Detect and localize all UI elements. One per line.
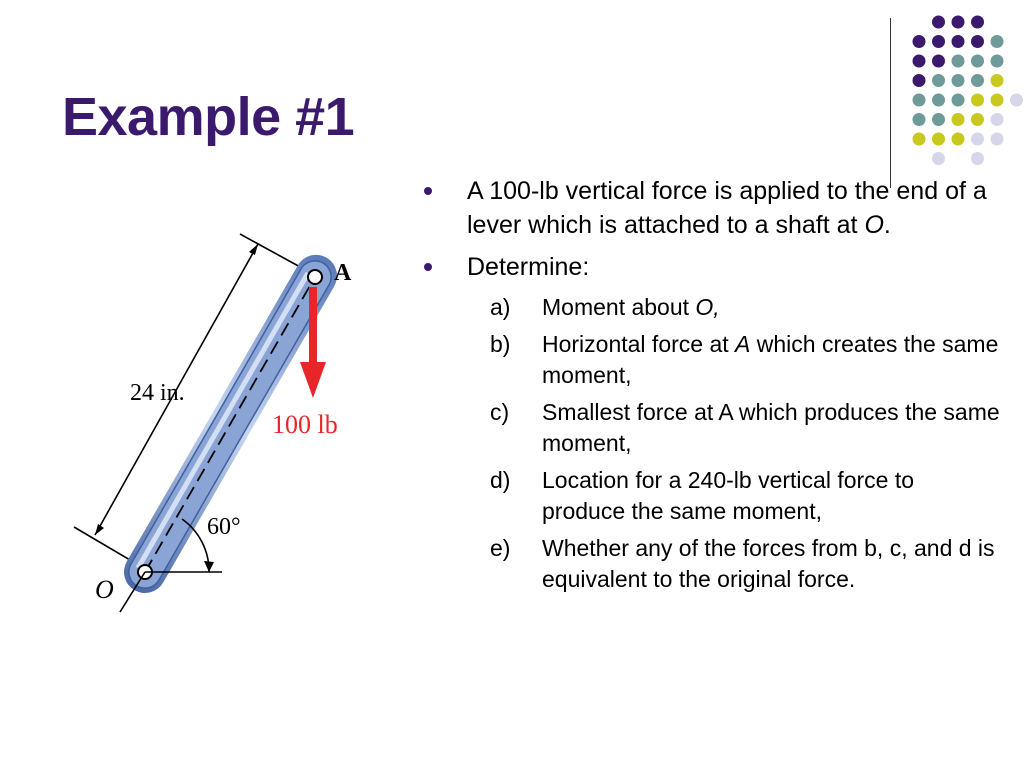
decorative-dot xyxy=(971,74,984,87)
slide-content xyxy=(420,174,1000,601)
force-arrowhead xyxy=(300,362,326,398)
bullet-text: A 100-lb vertical force is applied to the end of a lever which is attached to a shaft at xyxy=(467,177,987,239)
subitem-text: Whether any of the forces from b, c, and d is equivalent to the original force. xyxy=(542,535,995,592)
decorative-dot xyxy=(971,16,984,29)
decorative-dot xyxy=(971,152,984,165)
force-arrow-shaft xyxy=(309,287,317,365)
bullet-italic: O xyxy=(864,211,884,239)
decorative-dot xyxy=(971,94,984,107)
subitem-a xyxy=(420,292,1000,323)
decorative-dot xyxy=(1010,94,1023,107)
decorative-dot xyxy=(952,35,965,48)
subitem-d xyxy=(420,465,1000,527)
dimension-arrowhead-bottom xyxy=(95,524,104,535)
decorative-dot xyxy=(991,35,1004,48)
decorative-dot xyxy=(991,113,1004,126)
decorative-dot xyxy=(913,113,926,126)
decorative-dot xyxy=(932,16,945,29)
decorative-dot xyxy=(913,133,926,146)
subitem-label: e) xyxy=(490,535,511,561)
subitem-label: d) xyxy=(490,467,511,493)
subitem-b xyxy=(420,329,1000,391)
subitem-c xyxy=(420,397,1000,459)
bullet-problem-statement xyxy=(420,174,1000,242)
decorative-dot xyxy=(991,133,1004,146)
decorative-dot xyxy=(932,35,945,48)
bullet-dot xyxy=(424,187,432,195)
subitem-text: Location for a 240-lb vertical force to produce the same moment, xyxy=(542,467,915,524)
label-length: 24 in. xyxy=(130,380,185,406)
slide-title: Example #1 xyxy=(62,87,355,147)
decorative-dot xyxy=(991,55,1004,68)
dimension-extension-top xyxy=(240,234,302,268)
decorative-dot xyxy=(932,74,945,87)
subitem-e xyxy=(420,533,1000,595)
label-angle: 60° xyxy=(207,514,241,540)
decorative-dot xyxy=(952,55,965,68)
bullet-determine xyxy=(420,250,1000,284)
subitem-text: Moment about xyxy=(542,294,696,320)
decorative-dot xyxy=(913,74,926,87)
subitem-post: which creates the same moment, xyxy=(542,331,999,388)
decorative-dot xyxy=(932,113,945,126)
subitem-label: c) xyxy=(490,399,510,425)
dimension-arrowhead-top xyxy=(249,244,258,255)
decorative-dot xyxy=(952,113,965,126)
label-point-o: O xyxy=(95,575,114,604)
bullet-dot xyxy=(424,263,432,271)
decorative-dot xyxy=(971,113,984,126)
decorative-dot xyxy=(952,74,965,87)
subitem-text: Horizontal force at xyxy=(542,331,736,357)
decorative-dot xyxy=(971,133,984,146)
subitem-italic: A xyxy=(735,331,751,357)
dimension-extension-bottom xyxy=(74,527,130,560)
decorative-dot xyxy=(932,94,945,107)
label-force: 100 lb xyxy=(272,410,338,439)
decorative-dot xyxy=(971,55,984,68)
vertical-divider xyxy=(890,18,891,188)
decorative-dot xyxy=(991,74,1004,87)
pin-a xyxy=(308,270,322,284)
lever-diagram xyxy=(0,200,400,620)
decorative-dot xyxy=(952,16,965,29)
subitem-text: Smallest force at A which produces the same moment, xyxy=(542,399,1000,456)
decorative-dot xyxy=(913,35,926,48)
subitem-label: a) xyxy=(490,294,511,320)
decorative-dot xyxy=(932,152,945,165)
decorative-dot xyxy=(932,55,945,68)
decorative-dot xyxy=(971,35,984,48)
decorative-dot xyxy=(932,133,945,146)
decorative-dot xyxy=(991,94,1004,107)
label-point-a: A xyxy=(334,260,352,286)
angle-arrowhead xyxy=(204,561,214,572)
subitem-italic: O, xyxy=(695,294,720,320)
subitem-label: b) xyxy=(490,331,511,357)
bullet-tail: . xyxy=(883,211,891,239)
decorative-dot xyxy=(913,94,926,107)
decorative-dot xyxy=(952,133,965,146)
decorative-dot xyxy=(952,94,965,107)
decorative-dot xyxy=(913,55,926,68)
bullet-text: Determine: xyxy=(467,253,590,281)
